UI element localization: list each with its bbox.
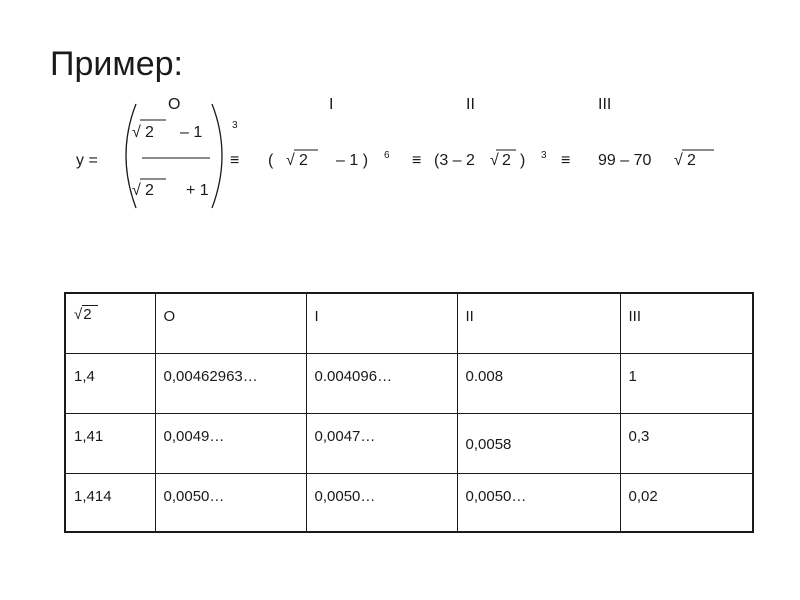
equiv-sign-2: ≡	[412, 152, 422, 169]
header-cell	[155, 293, 306, 353]
table-cell	[457, 473, 620, 532]
expr3-sqrt-sign: √	[674, 152, 683, 169]
denominator-radicand: 2	[145, 182, 154, 199]
table-cell	[65, 473, 155, 532]
table-cell	[155, 413, 306, 473]
cell-iii-value: 0,3	[628, 427, 650, 445]
expr1-radicand: 2	[299, 152, 308, 169]
header-cell-sqrt2	[65, 293, 155, 353]
table-row	[65, 353, 753, 413]
table-cell	[155, 473, 306, 532]
stage-label-ii: II	[466, 96, 475, 113]
stage-label-i: I	[329, 96, 334, 113]
right-big-paren	[212, 104, 222, 208]
power-three-expr2: 3	[541, 150, 547, 161]
expr1-rest: – 1 )	[336, 152, 369, 169]
table-cell	[65, 353, 155, 413]
table-cell	[65, 413, 155, 473]
power-three: 3	[232, 120, 238, 131]
expr2-start: (3 – 2	[434, 152, 475, 169]
table-cell	[620, 473, 753, 532]
y-label: y =	[76, 152, 98, 169]
numerator-radicand: 2	[145, 124, 154, 141]
header-iii: III	[628, 308, 642, 325]
denominator-sqrt-sign: √	[132, 182, 141, 199]
cell-ii-value: 0,0058	[465, 435, 512, 453]
table-cell	[457, 353, 620, 413]
formula-strokes	[0, 0, 800, 230]
expr2-sqrt-sign: √	[490, 152, 499, 169]
cell-i-value: 0,0047…	[314, 427, 376, 445]
cell-o-value: 0,00462963…	[163, 367, 258, 385]
table-cell	[457, 413, 620, 473]
slide-title: Пример:	[50, 45, 183, 83]
table-header-row	[65, 293, 753, 353]
expr1-open-paren: (	[268, 152, 274, 169]
numerator-sqrt-sign: √	[132, 124, 141, 141]
cell-iii-value: 1	[628, 367, 637, 385]
table-row	[65, 413, 753, 473]
stage-label-o: O	[168, 96, 181, 113]
expr2-close-paren: )	[520, 152, 526, 169]
table-cell	[306, 473, 457, 532]
table-cell	[620, 413, 753, 473]
cell-o-value: 0,0050…	[163, 487, 225, 505]
equiv-sign-1: ≡	[230, 152, 240, 169]
header-cell	[620, 293, 753, 353]
expr2-radicand: 2	[502, 152, 511, 169]
stage-label-iii: III	[598, 96, 612, 113]
cell-sqrt2-value: 1,4	[74, 367, 95, 385]
header-sqrt-sign: √	[74, 306, 83, 323]
header-i: I	[314, 308, 319, 325]
table-cell	[620, 353, 753, 413]
cell-iii-value: 0,02	[628, 487, 658, 505]
cell-ii-value: 0,0050…	[465, 487, 527, 505]
cell-i-value: 0.004096…	[314, 367, 393, 385]
expr1-sqrt-sign: √	[286, 152, 295, 169]
cell-ii-value: 0.008	[465, 367, 504, 385]
approximation-table	[64, 292, 754, 533]
cell-sqrt2-value: 1,414	[74, 487, 112, 505]
table-cell	[306, 353, 457, 413]
table-row	[65, 473, 753, 532]
numerator-rest: – 1	[180, 124, 203, 141]
cell-o-value: 0,0049…	[163, 427, 225, 445]
header-cell	[457, 293, 620, 353]
header-cell	[306, 293, 457, 353]
header-radicand: 2	[82, 305, 97, 323]
power-six: 6	[384, 150, 390, 161]
table-cell	[155, 353, 306, 413]
table-cell	[306, 413, 457, 473]
cell-i-value: 0,0050…	[314, 487, 376, 505]
header-sqrt2	[74, 306, 98, 323]
expr3-start: 99 – 70	[598, 152, 652, 169]
denominator-rest: + 1	[186, 182, 209, 199]
cell-sqrt2-value: 1,41	[74, 427, 104, 445]
header-o: O	[163, 308, 176, 325]
header-ii: II	[465, 308, 474, 325]
equiv-sign-3: ≡	[561, 152, 571, 169]
expr3-radicand: 2	[687, 152, 696, 169]
